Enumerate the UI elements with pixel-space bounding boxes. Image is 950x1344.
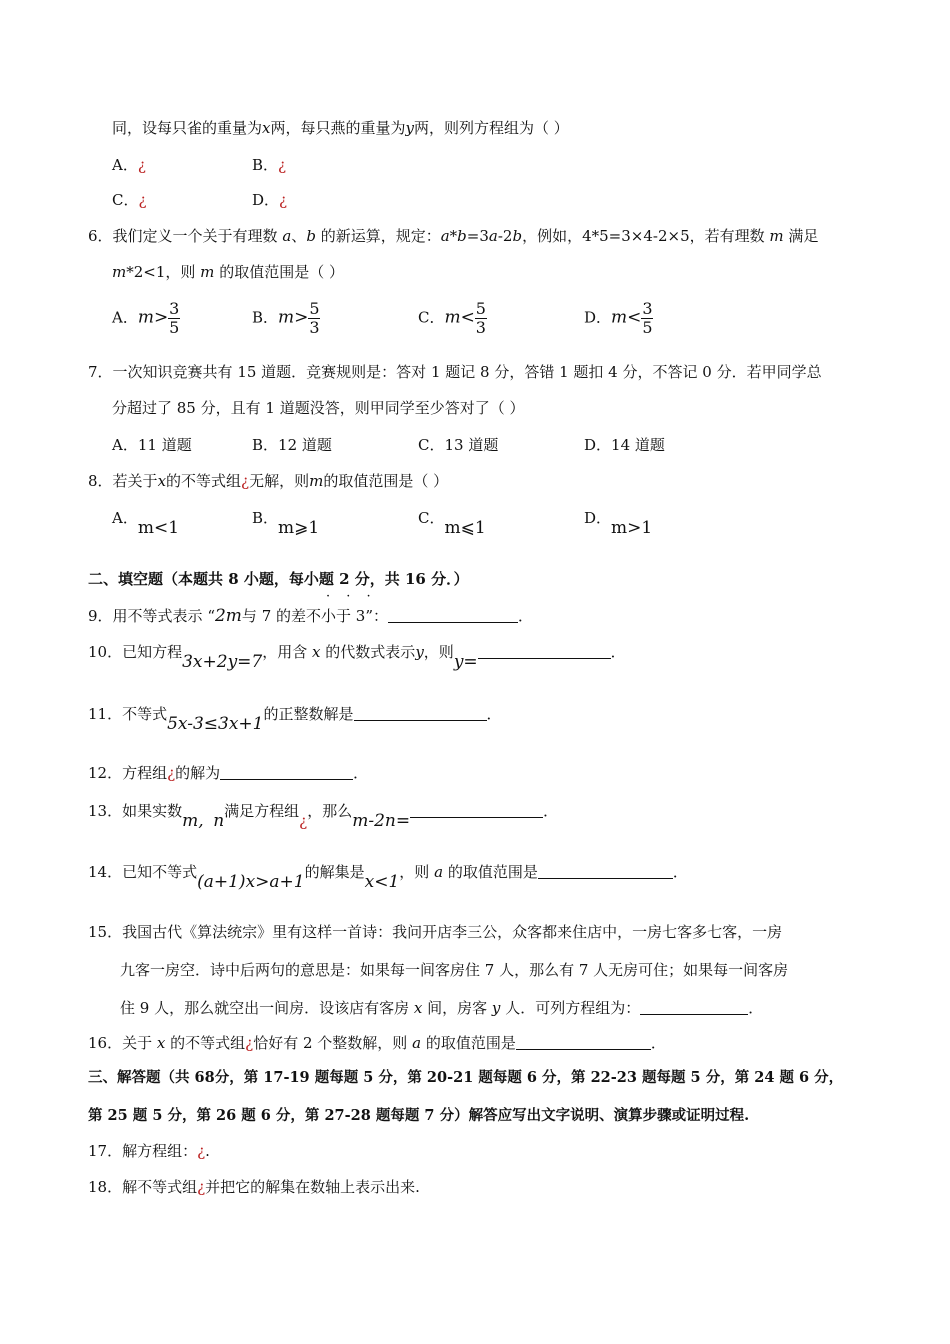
q8-text: 的取值范围是（ ） [323,472,449,490]
denominator: 5 [642,318,653,337]
q8-stem [88,471,448,491]
missing-formula-glyph: ¿ [278,156,287,174]
q15-text: 住 9 人，那么就空出一间房．设该店有客房 [120,999,410,1017]
q6-option-a[interactable] [112,300,180,337]
q10-text: ，则 [423,643,454,661]
q6-var-b: b [306,227,316,245]
q15-number: 15． [88,923,123,941]
missing-formula-glyph: ¿ [197,1178,206,1196]
q14-text: 的取值范围是 [447,863,538,881]
option-label: B． [252,156,279,174]
option-label: B． [252,308,279,327]
math-op: > [153,307,169,328]
q13-number: 13． [88,802,123,820]
section-3-title-line1: 三、解答题（共 68分，第 17-19 题每题 5 分，第 20-21 题每题 6 分，第 22-23 题每题 5 分，第 24 题 6 分， [88,1069,844,1086]
q9-number: 9． [88,607,113,625]
q10-lhs: y= [453,652,478,672]
math-var: m [137,307,154,328]
q14-solution: x<1 [364,872,400,892]
q5-text-mid: 两，每只燕的重量为 [270,119,406,137]
q13-text: ，那么 [307,802,353,820]
q15-text: 我国古代《算法统宗》里有这样一首诗：我问开店李三公，众客都来住店中，一房七客多七客，一房 [122,923,783,941]
q7-option-c[interactable]: C．13 道题 [418,436,499,454]
q11-end: ． [486,705,502,723]
math-var: m [611,307,628,328]
missing-formula-glyph: ¿ [167,764,176,782]
q5-option-a[interactable] [112,155,146,175]
numerator: 3 [169,299,180,318]
q8-var-x: x [157,472,167,490]
q5-option-d[interactable] [252,190,287,210]
q6-var-a: a [282,227,292,245]
q15-text: 间，房客 [427,999,488,1017]
q10-answer-blank[interactable] [478,644,611,659]
q6-number: 6． [88,227,113,245]
q10-text: ，用含 [262,643,308,661]
q13-expr: m-2n= [352,811,411,831]
q15-stem-line3 [120,998,763,1018]
option-label: C． [418,509,445,527]
q6-rule: a [488,227,498,245]
q18-number: 18． [88,1178,123,1196]
q10-var-y: y [415,643,424,661]
option-label: D． [584,509,612,527]
q7-number: 7． [88,363,113,381]
fraction [168,300,180,337]
q8-option-b[interactable] [252,508,320,538]
option-formula: m<1 [137,518,180,538]
q5-option-b[interactable] [252,155,286,175]
q6-text: 的取值范围是（ ） [219,263,344,281]
q10-stem [88,642,626,672]
q13-var-m: m, [182,811,204,831]
q12-number: 12． [88,764,123,782]
q7-stem-line1 [88,362,822,382]
q9-text: 与 7 的差不小于 3”： [241,607,388,625]
q5-text: 同，设每只雀的重量为 [112,119,263,137]
q12-stem [88,763,368,783]
q16-answer-blank[interactable] [516,1035,651,1050]
q13-end: ． [543,802,559,820]
q18-stem [88,1177,420,1197]
q6-option-c[interactable] [418,300,487,337]
q14-text: 已知不等式 [122,863,198,881]
option-label: D． [584,308,612,327]
q9-answer-blank[interactable] [388,608,518,623]
emphasis-dots: · · · [326,589,377,604]
q16-text: 的不等式组 [170,1034,246,1052]
q10-equation: 3x+2y=7 [182,652,263,672]
q13-text: 如果实数 [122,802,183,820]
option-label: A． [112,156,138,174]
q8-option-d[interactable] [584,508,653,538]
math-op: < [627,307,642,328]
option-label: A． [112,308,138,327]
missing-formula-glyph: ¿ [138,191,147,209]
q10-var-x: x [312,643,321,661]
q5-option-c[interactable] [112,190,147,210]
q11-inequality: 5x-3≤3x+1 [167,714,264,734]
q14-end: ． [672,863,688,881]
q8-text: 若关于 [112,472,158,490]
q6-option-b[interactable] [252,300,320,337]
q6-var-m: m [112,263,127,281]
q15-stem-line2: 九客一房空．诗中后两句的意思是：如果每一间客房住 7 人，那么有 7 人无房可住；如果每一间客房 [120,961,789,979]
q14-stem [88,862,688,892]
q9-stem [88,606,533,626]
denominator: 5 [169,318,180,337]
q7-option-d[interactable]: D．14 道题 [584,436,665,454]
denominator: 3 [475,318,486,337]
q11-stem [88,704,502,734]
math-var: m [444,307,461,328]
q6-text: 满足 [788,227,819,245]
fraction [641,300,653,337]
q5-var-y: y [405,119,414,137]
q15-var-x: x [413,999,423,1017]
q8-text: 无解，则 [249,472,310,490]
option-formula: m>1 [611,518,653,538]
q13-text: 满足方程组 [224,802,300,820]
missing-formula-glyph: ¿ [137,156,146,174]
numerator: 5 [309,299,320,318]
math-op: < [460,307,475,328]
missing-formula-glyph: ¿ [299,812,308,830]
q14-number: 14． [88,863,123,881]
q6-rule: =3 [466,227,489,245]
q11-number: 11． [88,705,123,723]
q17-number: 17． [88,1142,123,1160]
q8-number: 8． [88,472,113,490]
q11-text: 的正整数解是 [263,705,354,723]
q8-var-m: m [309,472,324,490]
q6-rule: b [512,227,523,245]
section-2-title: 二、填空题（本题共 8 小题，每小题 2 分，共 16 分．） [88,570,469,588]
q7-option-a[interactable]: A．11 道题 [112,436,192,454]
missing-formula-glyph: ¿ [197,1142,206,1160]
q14-answer-blank[interactable] [538,864,673,879]
q15-answer-blank[interactable] [640,1000,748,1015]
numerator: 5 [475,299,486,318]
q16-text: 的取值范围是 [425,1034,516,1052]
q17-stem [88,1141,210,1161]
q18-text: 并把它的解集在数轴上表示出来. [205,1178,420,1196]
q6-text: *2<1，则 [126,263,196,281]
missing-formula-glyph: ¿ [241,472,250,490]
q6-text: ，例如，4*5=3×4-2×5，若有理数 [522,227,765,245]
q14-inequality: (a+1)x>a+1 [197,872,305,892]
q6-rule: a*b [440,227,467,245]
option-label: C． [112,191,139,209]
denominator: 3 [309,318,320,337]
q5-var-x: x [262,119,271,137]
q6-option-d[interactable] [584,300,653,337]
missing-formula-glyph: ¿ [279,191,288,209]
option-label: B． [252,509,279,527]
q14-text: 的解集是 [304,863,365,881]
q9-end: ． [517,607,533,625]
q8-option-c[interactable] [418,508,486,538]
q9-expr: 2m [214,606,242,626]
q7-stem-line2 [112,398,524,418]
q5-stem [112,118,569,138]
option-formula: m⩽1 [444,518,486,538]
q15-end: ． [748,999,764,1017]
q6-var-m: m [200,263,215,281]
q10-end: ． [610,643,626,661]
q15-stem-line1 [88,922,782,942]
section-3-title-line2: 第 25 题 5 分，第 26 题 6 分，第 27-28 题每题 7 分）解答应写出文字说明、演算步骤或证明过程. [88,1107,750,1124]
q12-text: 的解为 [175,764,221,782]
q16-var-x: x [156,1034,166,1052]
option-label: A． [112,509,138,527]
q15-var-y: y [491,999,501,1017]
q16-end: ． [650,1034,666,1052]
math-var: m [278,307,295,328]
q10-number: 10． [88,643,123,661]
q10-text: 已知方程 [122,643,183,661]
q7-option-b[interactable]: B．12 道题 [252,436,332,454]
q11-text: 不等式 [122,705,168,723]
q6-rule: -2 [497,227,513,245]
q16-stem [88,1033,666,1053]
q6-text: 的新运算，规定： [320,227,441,245]
q17-text: 解方程组： [122,1142,198,1160]
q6-sep: 、 [291,227,307,245]
q8-text: 的不等式组 [166,472,242,490]
option-formula: m⩾1 [278,518,320,538]
q11-answer-blank[interactable] [354,706,487,721]
fraction [475,300,487,337]
math-op: > [294,307,309,328]
q6-text: 我们定义一个关于有理数 [112,227,278,245]
q12-answer-blank[interactable] [220,765,353,780]
q6-var-m: m [769,227,784,245]
q15-text: 人．可列方程组为： [505,999,641,1017]
q13-answer-blank[interactable] [410,803,543,818]
q18-text: 解不等式组 [122,1178,198,1196]
q16-var-a: a [412,1034,422,1052]
q10-text: 的代数式表示 [325,643,416,661]
q12-text: 方程组 [122,764,168,782]
q16-text: 恰好有 2 个整数解，则 [253,1034,408,1052]
q6-stem-line2 [112,262,344,282]
q6-stem-line1 [88,226,818,246]
q8-option-a[interactable] [112,508,180,538]
q5-text-end: 两，则列方程组为（ ） [413,119,569,137]
fraction [308,300,320,337]
option-label: D． [252,191,280,209]
q7-text: 一次知识竞赛共有 15 道题．竞赛规则是：答对 1 题记 8 分，答错 1 题扣 4 分，不答记 0 分．若甲同学总 [112,363,822,381]
q14-text: ，则 [399,863,430,881]
q16-number: 16． [88,1034,123,1052]
missing-formula-glyph: ¿ [245,1034,254,1052]
q9-text: 用不等式表示 “ [112,607,215,625]
q14-var-a: a [434,863,444,881]
option-label: C． [418,308,445,327]
numerator: 3 [642,299,653,318]
q7-text: 分超过了 85 分，且有 1 道题没答，则甲同学至少答对了（ ） [112,399,525,417]
q12-end: ． [353,764,369,782]
q16-text: 关于 [122,1034,153,1052]
q13-stem [88,801,559,831]
q17-end: . [205,1142,210,1160]
q13-var-n: n [213,811,225,831]
